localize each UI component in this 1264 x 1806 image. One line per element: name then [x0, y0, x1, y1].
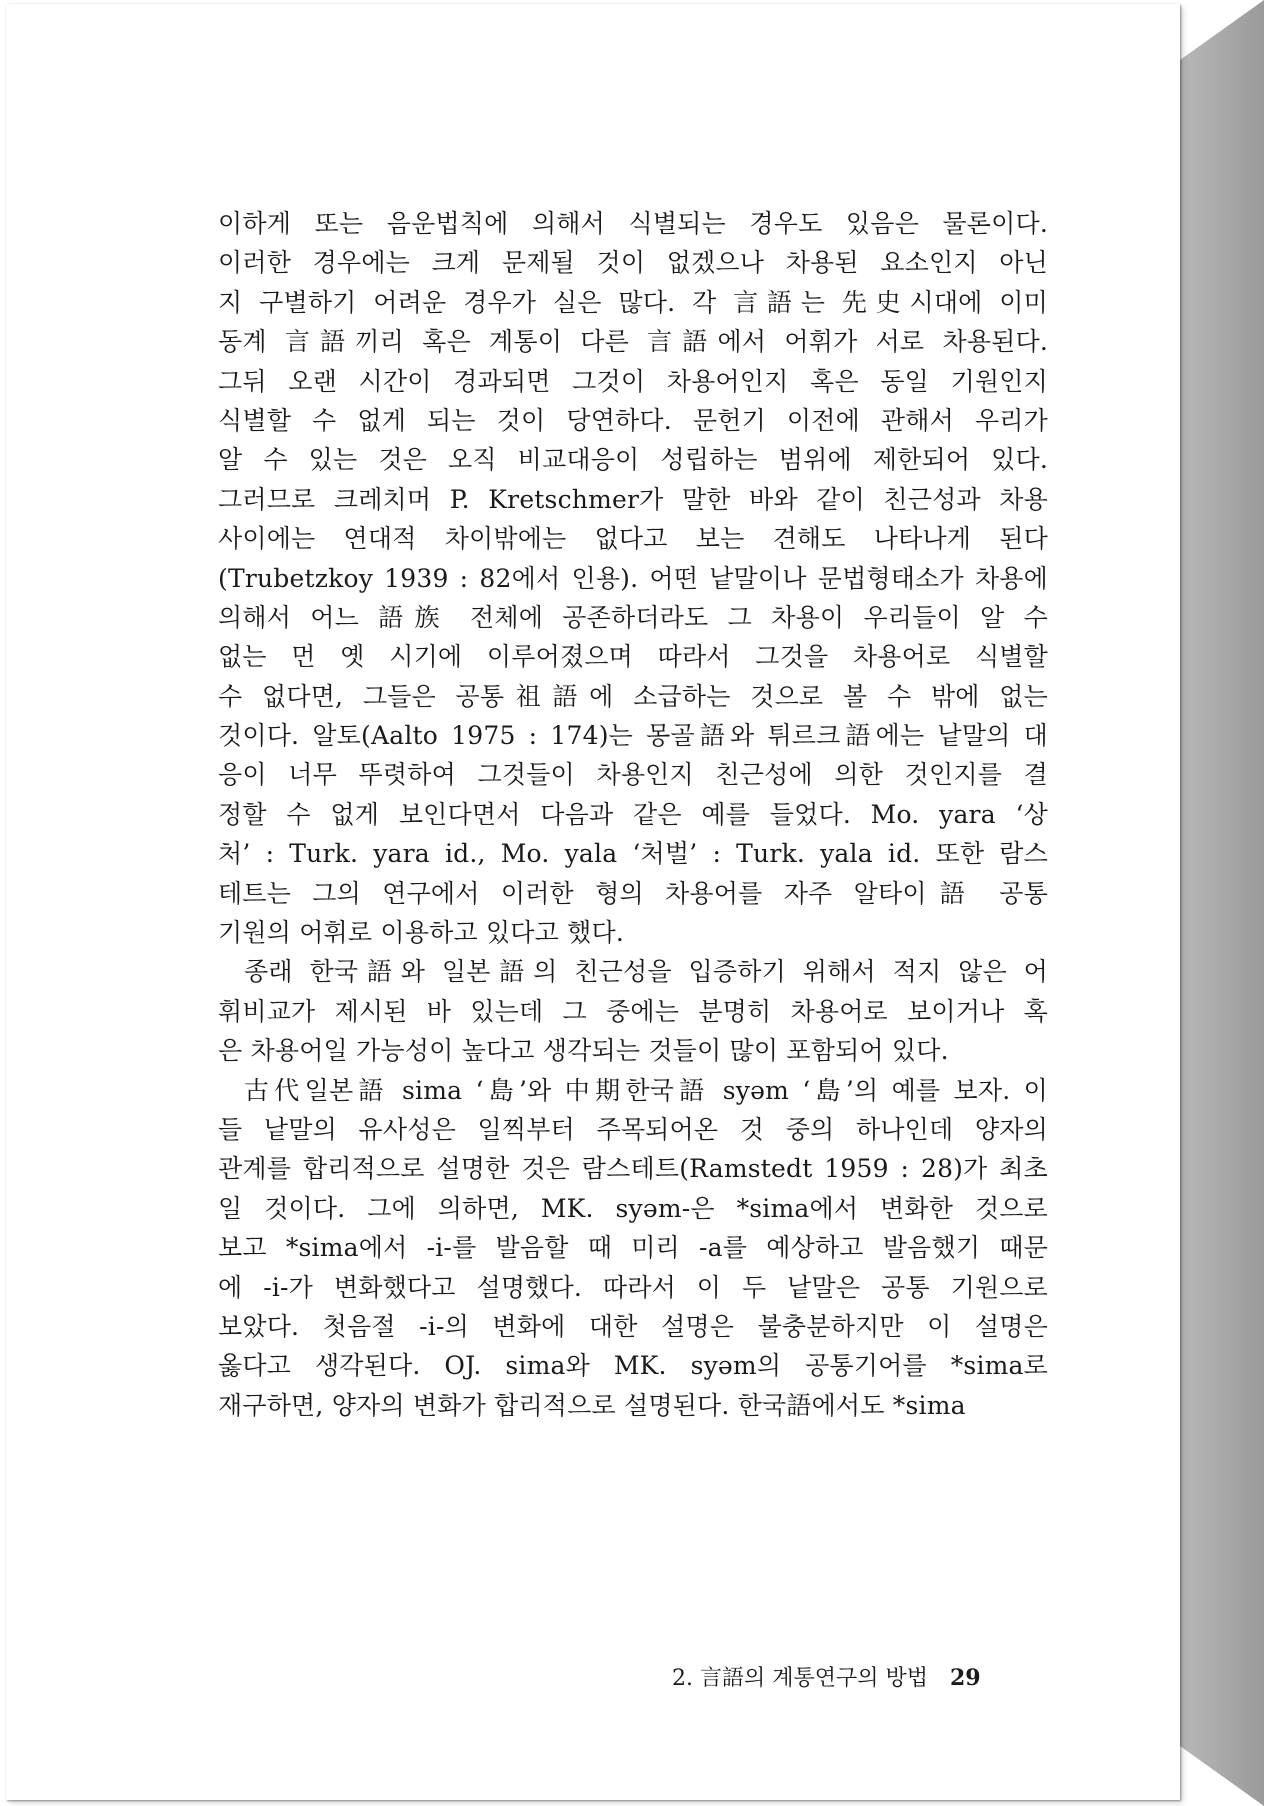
text-line: 없는 먼 옛 시기에 이루어졌으며 따라서 그것을 차용어로 식별할: [218, 642, 1048, 672]
text-line: 재구하면, 양자의 변화가 합리적으로 설명된다. 한국語에서도 *sima: [218, 1390, 966, 1420]
text-line: 응이 너무 뚜렷하여 그것들이 차용인지 친근성에 의한 것인지를 결: [218, 760, 1048, 790]
text-line: 이러한 경우에는 크게 문제될 것이 없겠으나 차용된 요소인지 아닌: [218, 248, 1048, 278]
text-line: 기원의 어휘로 이용하고 있다고 했다.: [218, 918, 624, 948]
page-number: 29: [950, 1665, 981, 1691]
paragraph: [218, 1071, 1048, 1426]
text-line: 이하게 또는 음운법칙에 의해서 식별되는 경우도 있음은 물론이다.: [218, 209, 1048, 238]
text-line: 종래 한국語와 일본語의 친근성을 입증하기 위해서 적지 않은 어: [244, 957, 1048, 987]
text-line: 그뒤 오랜 시간이 경과되면 그것이 차용어인지 혹은 동일 기원인지: [218, 366, 1048, 396]
text-line: 정할 수 없게 보인다면서 다음과 같은 예를 들었다. Mo. yara ‘상: [218, 799, 1048, 829]
text-line: 에 -i-가 변화했다고 설명했다. 따라서 이 두 낱말은 공통 기원으로: [218, 1272, 1048, 1302]
text-line: 일 것이다. 그에 의하면, MK. syəm-은 *sima에서 변화한 것으로: [218, 1193, 1048, 1223]
text-line: 들 낱말의 유사성은 일찍부터 주목되어온 것 중의 하나인데 양자의: [218, 1114, 1048, 1144]
text-line: 동계 言語끼리 혹은 계통이 다른 言語에서 어휘가 서로 차용된다.: [218, 327, 1048, 357]
paragraph: [218, 952, 1048, 1070]
paragraph: [218, 204, 1048, 952]
body-text: [218, 204, 1048, 1425]
running-footer-title: 2. 言語의 계통연구의 방법: [672, 1666, 928, 1691]
text-line: 은 차용어일 가능성이 높다고 생각되는 것들이 많이 포함되어 있다.: [218, 1036, 949, 1066]
text-line: 보았다. 첫음절 -i-의 변화에 대한 설명은 불충분하지만 이 설명은: [218, 1311, 1048, 1341]
text-line: 알 수 있는 것은 오직 비교대응이 성립하는 범위에 제한되어 있다.: [218, 445, 1048, 475]
text-line: 테트는 그의 연구에서 이러한 형의 차용어를 자주 알타이語 공통: [218, 878, 1048, 908]
text-line: 처’ : Turk. yara id., Mo. yala ‘처벌’ : Turk. yala id. 또한 람스: [218, 839, 1048, 869]
text-line: 관계를 합리적으로 설명한 것은 람스테트(Ramstedt 1959 : 28)가 최초: [218, 1154, 1048, 1184]
text-line: 식별할 수 없게 되는 것이 당연하다. 문헌기 이전에 관해서 우리가: [218, 405, 1048, 435]
text-line: 지 구별하기 어려운 경우가 실은 많다. 각 言語는 先史시대에 이미: [218, 287, 1048, 317]
book-edge: [1180, 0, 1264, 1806]
text-line: 휘비교가 제시된 바 있는데 그 중에는 분명히 차용어로 보이거나 혹: [218, 996, 1048, 1026]
text-line: (Trubetzkoy 1939 : 82에서 인용). 어떤 낱말이나 문법형태소가 차용에: [218, 563, 1048, 593]
text-line: 보고 *sima에서 -i-를 발음할 때 미리 -a를 예상하고 발음했기 때문: [218, 1233, 1048, 1263]
text-line: 그러므로 크레치머 P. Kretschmer가 말한 바와 같이 친근성과 차용: [218, 484, 1048, 514]
text-line: 옳다고 생각된다. OJ. sima와 MK. syəm의 공통기어를 *sima로: [218, 1351, 1048, 1381]
page-footer: [672, 1661, 981, 1692]
text-line: 古代일본語 sima ‘島’와 中期한국語 syəm ‘島’의 예를 보자. 이: [244, 1075, 1048, 1105]
book-page: [6, 4, 1180, 1800]
text-line: 의해서 어느 語族 전체에 공존하더라도 그 차용이 우리들이 알 수: [218, 602, 1048, 632]
text-line: 것이다. 알토(Aalto 1975 : 174)는 몽골語와 튀르크語에는 낱말의 대: [218, 721, 1048, 751]
text-line: 수 없다면, 그들은 공통祖語에 소급하는 것으로 볼 수 밖에 없는: [218, 681, 1048, 711]
text-line: 사이에는 연대적 차이밖에는 없다고 보는 견해도 나타나게 된다: [218, 524, 1048, 554]
